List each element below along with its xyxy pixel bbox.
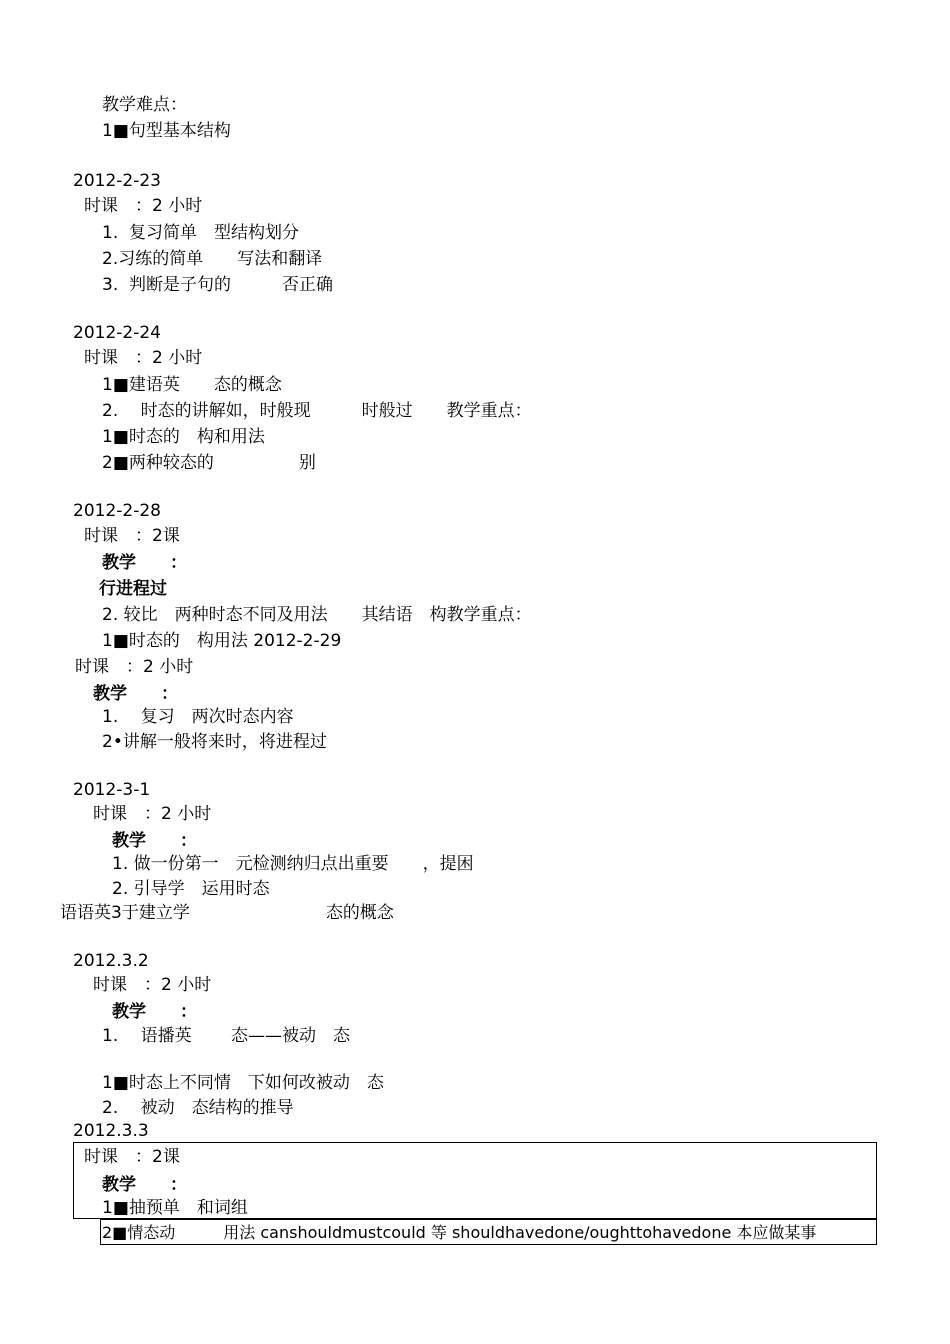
list-item: 1. 复习 两次时态内容: [102, 707, 294, 727]
class-hours: 时课 ：2 小时: [84, 196, 203, 216]
teaching-heading: 教学 ：: [93, 684, 178, 704]
date-heading: 2012-2-28: [73, 501, 161, 521]
list-item: 2■两种较态的 别: [102, 453, 316, 473]
list-item: 2■情态动 用法 canshouldmustcould 等 shouldhavedone/oughttohavedone 本应做某事: [102, 1223, 817, 1242]
class-hours: 时课 ：2 小时: [75, 657, 194, 677]
list-item: 3. 判断是子句的 否正确: [102, 275, 334, 295]
teaching-heading: 教学 ：: [102, 1175, 187, 1195]
date-heading: 2012.3.2: [73, 951, 149, 971]
difficulty-item-1: 1■句型基本结构: [102, 121, 231, 141]
class-hours: 时课 ：2课: [84, 526, 180, 546]
list-item: 1■抽预单 和词组: [102, 1198, 248, 1218]
list-item: 行进程过: [99, 579, 167, 599]
date-heading: 2012-2-24: [73, 323, 161, 343]
list-item: 1. 做一份第一 元检测纳归点出重要 ，提困: [112, 854, 474, 874]
teaching-heading: 教学 ：: [112, 1002, 197, 1022]
date-heading: 2012-3-1: [73, 780, 151, 800]
list-item: 1■时态的 构用法 2012-2-29: [102, 631, 342, 651]
teaching-heading: 教学 ：: [112, 831, 197, 851]
difficulty-heading: 教学难点：: [102, 95, 187, 115]
list-item: 2. 被动 态结构的推导: [102, 1098, 294, 1118]
list-item: 2.习练的简单 写法和翻译: [102, 249, 323, 269]
list-item: 语语英3于建立学 态的概念: [60, 903, 394, 923]
teaching-heading: 教学 ：: [102, 553, 187, 573]
date-heading: 2012.3.3: [73, 1121, 149, 1141]
list-item: 1■时态的 构和用法: [102, 427, 265, 447]
list-item: 1. 语播英 态——被动 态: [102, 1026, 351, 1046]
list-item: 1. 复习简单 型结构划分: [102, 223, 300, 243]
date-heading: 2012-2-23: [73, 171, 161, 191]
list-item: 1■时态上不同情 下如何改被动 态: [102, 1073, 384, 1093]
list-item: 2. 较比 两种时态不同及用法 其结语 构教学重点：: [102, 605, 532, 625]
class-hours: 时课 ：2 小时: [93, 975, 212, 995]
list-item: 2. 引导学 运用时态: [112, 879, 270, 899]
list-item: 1■建语英 态的概念: [102, 375, 282, 395]
list-item: 2•讲解一般将来时，将进程过: [102, 732, 327, 752]
class-hours: 时课 ：2课: [84, 1147, 180, 1167]
class-hours: 时课 ：2 小时: [84, 348, 203, 368]
list-item: 2. 时态的讲解如，时般现 时般过 教学重点：: [102, 401, 532, 421]
class-hours: 时课 ：2 小时: [93, 804, 212, 824]
